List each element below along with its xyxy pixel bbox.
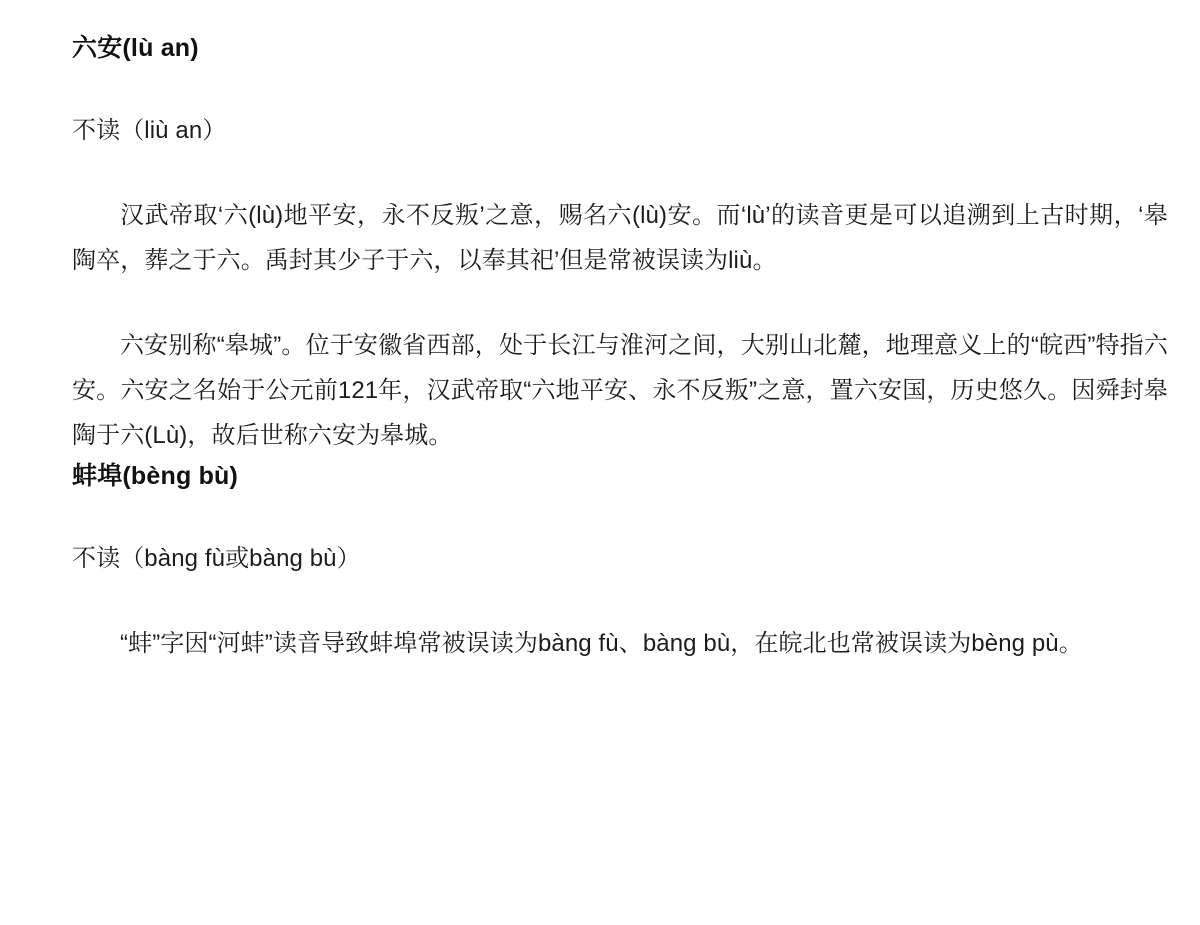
pronunciation-note-bengbu: 不读（bàng fù或bàng bù） — [72, 544, 361, 572]
paragraph-liuan-geography: 六安别称“皋城”。位于安徽省西部，处于长江与淮河之间，大别山北麓，地理意义上的“皖西”特指六安。六安之名始于公元前121年，汉武帝取“六地平安、永不反叛”之意，置六安国，历史悠久。因舜封皋陶于六(Lù)，故后世称六安为皋城。 — [72, 331, 1168, 450]
section-heading-bengbu: 蚌埠(bèng bù) — [72, 462, 239, 491]
article-body — [72, 30, 1168, 666]
paragraph-bengbu-misreading: “蚌”字因“河蚌”读音导致蚌埠常被误读为bàng fù、bàng bù，在皖北也常被误读为bèng pù。 — [120, 629, 1083, 657]
paragraph-liuan-origin: 汉武帝取‘六(lù)地平安，永不反叛’之意，赐名六(lù)安。而‘lù’的读音更是可以追溯到上古时期，‘皋陶卒，葬之于六。禹封其少子于六，以奉其祀’但是常被误读为liù。 — [72, 201, 1168, 274]
pronunciation-note-liuan: 不读（liù an） — [72, 116, 227, 144]
section-heading-liuan: 六安(lù an) — [72, 34, 199, 62]
